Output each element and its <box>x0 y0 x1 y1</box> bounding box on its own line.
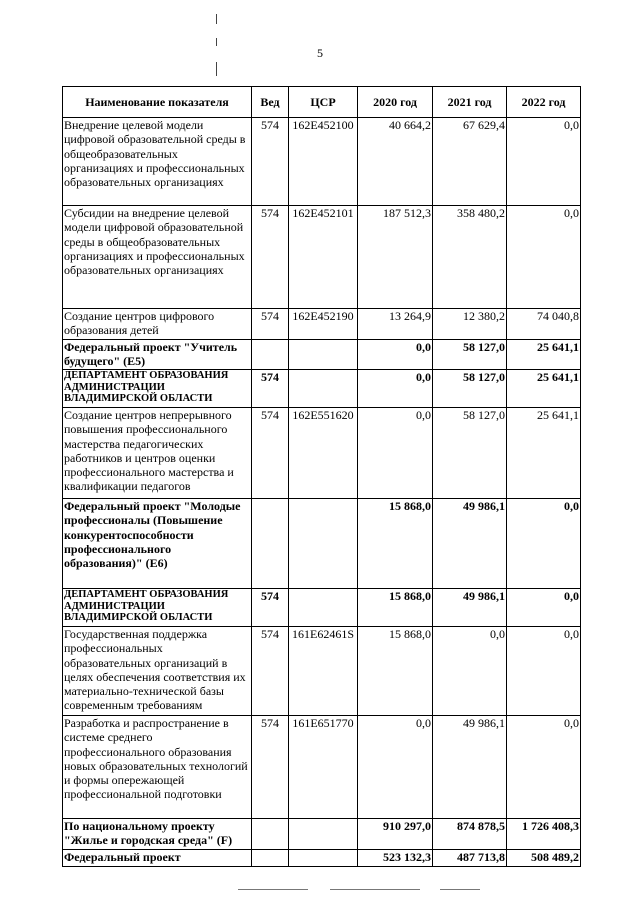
cell-name: По национальному проекту "Жилье и городская среда" (F) <box>63 819 252 850</box>
cell-2020: 187 512,3 <box>358 206 433 309</box>
cell-name: Федеральный проект "Молодые профессионалы (Повышение конкурентоспособности профессионального образования)" (E6) <box>63 499 252 589</box>
cell-2021: 49 986,1 <box>433 716 507 819</box>
cell-2020: 523 132,3 <box>358 850 433 867</box>
cell-2020: 40 664,2 <box>358 118 433 206</box>
table-row <box>63 309 581 340</box>
cell-csr: 162E551620 <box>289 408 358 499</box>
cell-ved: 574 <box>252 118 289 206</box>
cell-csr <box>289 819 358 850</box>
cell-2021: 358 480,2 <box>433 206 507 309</box>
table-row <box>63 340 581 370</box>
table-row <box>63 627 581 716</box>
cell-2021: 49 986,1 <box>433 499 507 589</box>
table-row <box>63 499 581 589</box>
table-row <box>63 408 581 499</box>
cell-2022: 0,0 <box>507 716 581 819</box>
cell-csr: 162E452190 <box>289 309 358 340</box>
cell-name: Федеральный проект "Учитель будущего" (E5) <box>63 340 252 370</box>
cell-2021: 67 629,4 <box>433 118 507 206</box>
table-row <box>63 819 581 850</box>
cell-2022: 0,0 <box>507 118 581 206</box>
cell-csr <box>289 589 358 627</box>
cell-name: Разработка и распространение в системе среднего профессионального образования новых образовательных технологий и формы опережающей профессиональной подготовки <box>63 716 252 819</box>
margin-mark <box>216 62 217 76</box>
cell-ved <box>252 499 289 589</box>
cell-ved: 574 <box>252 370 289 408</box>
cell-2021: 874 878,5 <box>433 819 507 850</box>
header-2022: 2022 год <box>507 87 581 118</box>
cell-ved <box>252 819 289 850</box>
cell-2022: 0,0 <box>507 206 581 309</box>
cell-2022: 25 641,1 <box>507 370 581 408</box>
margin-mark <box>216 14 217 24</box>
table-row <box>63 589 581 627</box>
cell-2021: 58 127,0 <box>433 408 507 499</box>
cell-2021: 487 713,8 <box>433 850 507 867</box>
cell-name: Государственная поддержка профессиональных образовательных организаций в целях обеспечения соответствия их материально-технической базы современным требованиям <box>63 627 252 716</box>
margin-mark <box>216 38 217 46</box>
cell-ved: 574 <box>252 408 289 499</box>
cell-2021: 49 986,1 <box>433 589 507 627</box>
cell-2020: 0,0 <box>358 370 433 408</box>
header-2020: 2020 год <box>358 87 433 118</box>
budget-table <box>62 86 581 867</box>
cell-2021: 58 127,0 <box>433 370 507 408</box>
cell-name: Федеральный проект <box>63 850 252 867</box>
cell-name: Создание центров цифрового образования детей <box>63 309 252 340</box>
cell-2022: 1 726 408,3 <box>507 819 581 850</box>
cell-2021: 58 127,0 <box>433 340 507 370</box>
cell-2022: 74 040,8 <box>507 309 581 340</box>
bottom-scan-mark <box>238 889 308 890</box>
cell-2020: 910 297,0 <box>358 819 433 850</box>
cell-csr: 161E62461S <box>289 627 358 716</box>
cell-2022: 0,0 <box>507 627 581 716</box>
cell-ved: 574 <box>252 589 289 627</box>
cell-csr <box>289 499 358 589</box>
table-header-row <box>63 87 581 118</box>
cell-ved: 574 <box>252 716 289 819</box>
cell-2021: 12 380,2 <box>433 309 507 340</box>
cell-ved <box>252 850 289 867</box>
cell-2020: 15 868,0 <box>358 499 433 589</box>
header-csr: ЦСР <box>289 87 358 118</box>
header-2021: 2021 год <box>433 87 507 118</box>
cell-2020: 0,0 <box>358 340 433 370</box>
cell-ved <box>252 340 289 370</box>
cell-name: Создание центров непрерывного повышения профессионального мастерства педагогических работников и центров оценки профессионального мастерства и квалификации педагогов <box>63 408 252 499</box>
cell-name: ДЕПАРТАМЕНТ ОБРАЗОВАНИЯ АДМИНИСТРАЦИИ ВЛАДИМИРСКОЙ ОБЛАСТИ <box>63 370 252 408</box>
cell-csr: 162E452100 <box>289 118 358 206</box>
cell-ved: 574 <box>252 206 289 309</box>
cell-2020: 15 868,0 <box>358 589 433 627</box>
cell-2021: 0,0 <box>433 627 507 716</box>
header-ved: Вед <box>252 87 289 118</box>
table-row <box>63 850 581 867</box>
cell-2022: 0,0 <box>507 589 581 627</box>
cell-2022: 25 641,1 <box>507 408 581 499</box>
cell-2020: 0,0 <box>358 716 433 819</box>
table-row <box>63 118 581 206</box>
cell-2022: 0,0 <box>507 499 581 589</box>
bottom-scan-mark <box>330 889 420 890</box>
cell-csr <box>289 850 358 867</box>
header-name: Наименование показателя <box>63 87 252 118</box>
cell-name: Субсидии на внедрение целевой модели цифровой образовательной среды в общеобразовательных организациях и профессиональных образовательных организациях <box>63 206 252 309</box>
cell-2020: 0,0 <box>358 408 433 499</box>
cell-2022: 25 641,1 <box>507 340 581 370</box>
cell-name: ДЕПАРТАМЕНТ ОБРАЗОВАНИЯ АДМИНИСТРАЦИИ ВЛАДИМИРСКОЙ ОБЛАСТИ <box>63 589 252 627</box>
cell-ved: 574 <box>252 309 289 340</box>
cell-2020: 13 264,9 <box>358 309 433 340</box>
page-number: 5 <box>317 46 323 60</box>
cell-csr: 161E651770 <box>289 716 358 819</box>
cell-name: Внедрение целевой модели цифровой образовательной среды в общеобразовательных организациях и профессиональных образовательных организациях <box>63 118 252 206</box>
cell-csr <box>289 340 358 370</box>
table-row <box>63 206 581 309</box>
table-row <box>63 716 581 819</box>
cell-2022: 508 489,2 <box>507 850 581 867</box>
cell-2020: 15 868,0 <box>358 627 433 716</box>
table-row <box>63 370 581 408</box>
cell-csr <box>289 370 358 408</box>
bottom-scan-mark <box>440 889 480 890</box>
cell-ved: 574 <box>252 627 289 716</box>
cell-csr: 162E452101 <box>289 206 358 309</box>
